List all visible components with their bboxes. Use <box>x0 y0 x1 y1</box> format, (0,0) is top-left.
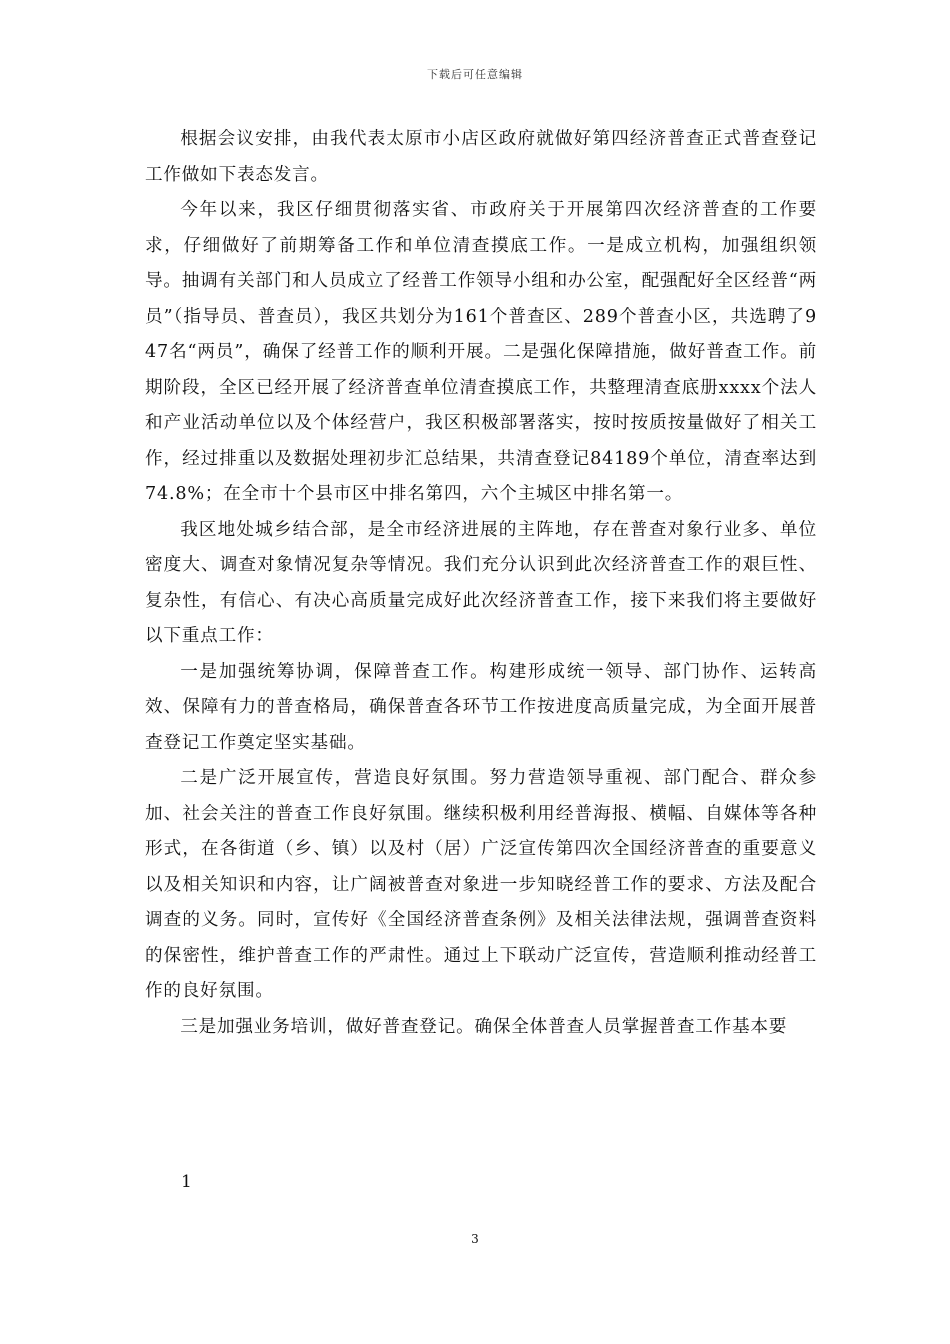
paragraph-task-two: 二是广泛开展宣传，营造良好氛围。努力营造领导重视、部门配合、群众参加、社会关注的普查工作良好氛围。继续积极利用经普海报、横幅、自媒体等各种形式，在各街道（乡、镇）以及村（居）广泛宣传第四次全国经济普查的重要意义以及相关知识和内容，让广阔被普查对象进一步知晓经普工作的要求、方法及配合调查的义务。同时，宣传好《全国经济普查条例》及相关法律法规，强调普查资料的保密性，维护普查工作的严肃性。通过上下联动广泛宣传，营造顺利推动经普工作的良好氛围。 <box>145 768 817 1001</box>
line-number: 1 <box>181 1172 192 1192</box>
paragraph-intro: 根据会议安排，由我代表太原市小店区政府就做好第四经济普查正式普查登记工作做如下表态发言。 <box>145 129 817 185</box>
paragraph-task-three: 三是加强业务培训，做好普查登记。确保全体普查人员掌握普查工作基本要 <box>180 1016 788 1037</box>
page-number: 3 <box>471 1232 479 1246</box>
header-note: 下载后可任意编辑 <box>427 68 523 81</box>
paragraph-task-one: 一是加强统筹协调，保障普查工作。构建形成统一领导、部门协作、运转高效、保障有力的普查格局，确保普查各环节工作按进度高质量完成，为全面开展普查登记工作奠定坚实基础。 <box>145 661 817 753</box>
paragraph-situation: 我区地处城乡结合部，是全市经济进展的主阵地，存在普查对象行业多、单位密度大、调查对象情况复杂等情况。我们充分认识到此次经济普查工作的艰巨性、复杂性，有信心、有决心高质量完成好此次经济普查工作，接下来我们将主要做好以下重点工作： <box>145 519 817 646</box>
paragraph-progress: 今年以来，我区仔细贯彻落实省、市政府关于开展第四次经济普查的工作要求，仔细做好了前期筹备工作和单位清查摸底工作。一是成立机构，加强组织领导。抽调有关部门和人员成立了经普工作领导小组和办公室，配强配好全区经普“两员”（指导员、普查员），我区共划分为161个普查区、289个普查小区，共选聘了947名“两员”，确保了经普工作的顺利开展。二是强化保障措施，做好普查工作。前期阶段，全区已经开展了经济普查单位清查摸底工作，共整理清查底册xxxx个法人和产业活动单位以及个体经营户，我区积极部署落实，按时按质按量做好了相关工作，经过排重以及数据处理初步汇总结果，共清查登记84189个单位，清查率达到74.8%；在全市十个县市区中排名第四，六个主城区中排名第一。 <box>145 200 817 504</box>
document-body <box>145 122 817 1045</box>
